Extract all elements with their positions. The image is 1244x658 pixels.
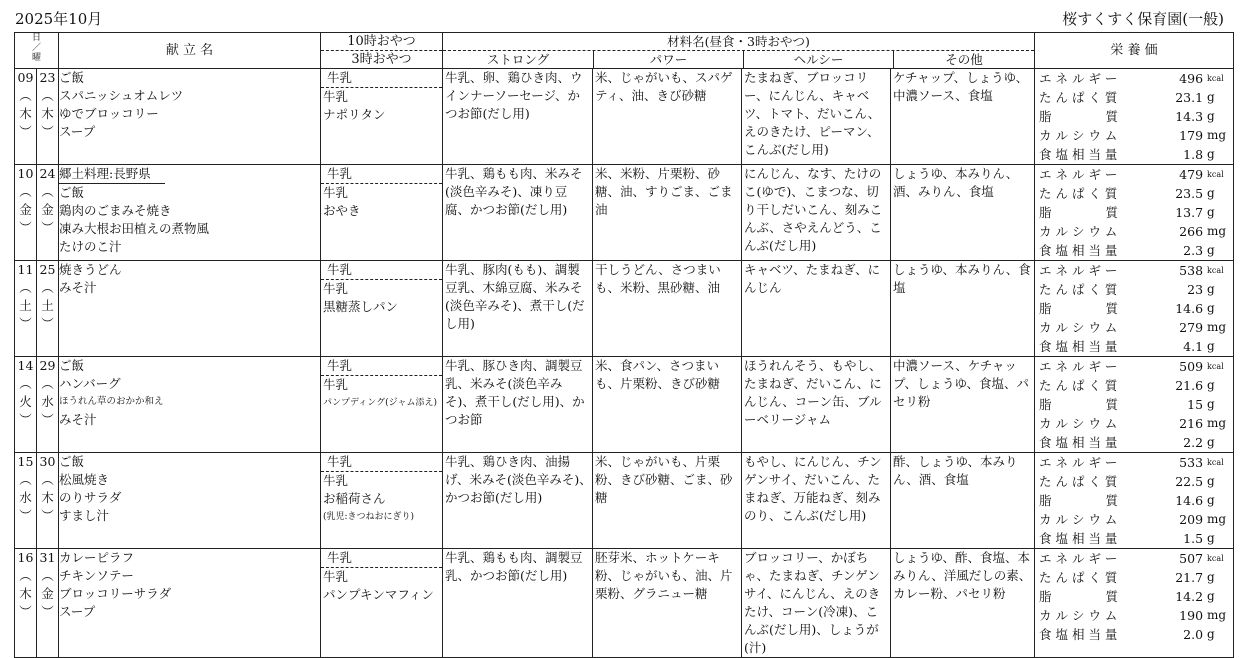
nutrition-row: 脂 質 14.2 g [1039, 589, 1215, 604]
dish-item: 松風焼き [59, 472, 110, 487]
dish-item: 鶏肉のごまみそ焼き [59, 203, 172, 218]
dish-cell [59, 165, 321, 261]
dish-item: スープ [59, 124, 96, 139]
snack-pm-item: 牛乳 [323, 89, 349, 104]
nutrition-row: エ ネ ル ギ ー 538 kcal [1039, 263, 1224, 278]
nutrition-row: た ん ぱ く 質 21.7 g [1039, 570, 1215, 585]
snack-am: 牛乳 [321, 165, 442, 184]
snack-am: 牛乳 [321, 357, 442, 376]
ingredients-healthy: もやし、にんじん、チンゲンサイ、だいこん、たまねぎ、万能ねぎ、刻みのり、こんぶ(だし用) [742, 453, 891, 549]
month-label: 2025年10月 [15, 10, 103, 28]
dish-item: ご飯 [59, 185, 85, 200]
nutrition-row: エ ネ ル ギ ー 479 kcal [1039, 167, 1224, 182]
snack-pm-item: おやき [323, 203, 361, 218]
snack-header: 10時おやつ 3時おやつ [321, 33, 443, 69]
ingredients-healthy: ほうれんそう、もやし、たまねぎ、だいこん、にんじん、コーン缶、ブルーベリージャム [742, 357, 891, 453]
day-cell-b: 23 ︵ 木 ︶ [37, 69, 59, 165]
table-row [15, 357, 1234, 453]
dish-item: ブロッコリーサラダ [59, 586, 172, 601]
snack-cell [321, 549, 443, 658]
day-cell-a: 10 ︵ 金 ︶ [15, 165, 37, 261]
snack-am: 牛乳 [321, 549, 442, 568]
dish-item: ご飯 [59, 454, 85, 469]
nutrition-row: た ん ぱ く 質 22.5 g [1039, 474, 1215, 489]
nutrition-row: 脂 質 13.7 g [1039, 205, 1215, 220]
ingredients-power: 米、米粉、片栗粉、砂糖、油、すりごま、ごま油 [593, 165, 742, 261]
nutrition-row: カ ル シ ウ ム 209 mg [1039, 512, 1227, 527]
nutrition-row: 脂 質 14.6 g [1039, 301, 1215, 316]
nutrition-cell [1035, 357, 1234, 453]
dish-item: ほうれん草のおかか和え [59, 396, 164, 407]
ingredients-other: 中濃ソース、ケチャップ、しょうゆ、食塩、パセリ粉 [891, 357, 1035, 453]
snack-am: 牛乳 [321, 69, 442, 88]
snack-cell [321, 69, 443, 165]
table-row [15, 69, 1234, 165]
snack-pm-item: 牛乳 [323, 281, 349, 296]
ingredients-healthy: たまねぎ、ブロッコリー、にんじん、キャベツ、トマト、だいこん、えのきたけ、ピーマン、こんぶ(だし用) [742, 69, 891, 165]
dish-cell [59, 453, 321, 549]
table-row [15, 261, 1234, 357]
snack-pm-item: 牛乳 [323, 569, 349, 584]
nutrition-row: 食 塩 相 当 量 2.3 g [1039, 243, 1215, 258]
nutrition-row: た ん ぱ く 質 23 g [1039, 282, 1215, 297]
ingredients-power: 干しうどん、さつまいも、米粉、黒砂糖、油 [593, 261, 742, 357]
nutrition-row: カ ル シ ウ ム 266 mg [1039, 224, 1227, 239]
day-cell-a: 11 ︵ 土 ︶ [15, 261, 37, 357]
ingredients-other: しょうゆ、本みりん、食塩 [891, 261, 1035, 357]
ingredients-strong: 牛乳、卵、鶏ひき肉、ウインナーソーセージ、かつお節(だし用) [443, 69, 593, 165]
strong-header: ストロング [443, 51, 594, 68]
nutrition-row: 食 塩 相 当 量 2.2 g [1039, 435, 1215, 450]
day-cell-b: 29 ︵ 水 ︶ [37, 357, 59, 453]
materials-header: 材料名(昼食・3時おやつ) ストロング パワー ヘルシー その他 [443, 33, 1035, 69]
snack-pm-item: 黒糖蒸しパン [323, 299, 399, 314]
ingredients-power: 米、じゃがいも、スパゲティ、油、きび砂糖 [593, 69, 742, 165]
nutrition-row: エ ネ ル ギ ー 496 kcal [1039, 71, 1224, 86]
ingredients-power: 胚芽米、ホットケーキ粉、じゃがいも、油、片栗粉、グラニュー糖 [593, 549, 742, 658]
snack-cell [321, 261, 443, 357]
snack-pm-item: パンプディング(ジャム添え) [323, 398, 437, 408]
nutrition-cell [1035, 165, 1234, 261]
ingredients-power: 米、じゃがいも、片栗粉、きび砂糖、ごま、砂糖 [593, 453, 742, 549]
ingredients-healthy: にんじん、なす、たけのこ(ゆで)、こまつな、切り干しだいこん、刻みこんぶ、さやえんどう、こんぶ(だし用) [742, 165, 891, 261]
dish-item: 焼きうどん [59, 262, 122, 277]
dish-item: チキンソテー [59, 568, 134, 583]
nutrition-row: カ ル シ ウ ム 279 mg [1039, 320, 1227, 335]
ingredients-strong: 牛乳、豚ひき肉、調製豆乳、米みそ(淡色辛みそ)、煮干し(だし用)、かつお節 [443, 357, 593, 453]
day-cell-a: 14 ︵ 火 ︶ [15, 357, 37, 453]
table-row [15, 549, 1234, 658]
dish-item: ご飯 [59, 358, 85, 373]
day-cell-b: 30 ︵ 木 ︶ [37, 453, 59, 549]
nutrition-row: エ ネ ル ギ ー 507 kcal [1039, 551, 1224, 566]
nutrition-header: 栄 養 価 [1035, 33, 1234, 69]
dish-item: すまし汁 [59, 508, 110, 523]
snack-pm-item: お稲荷さん [323, 491, 386, 506]
snack-pm-item: 牛乳 [323, 377, 349, 392]
table-row [15, 453, 1234, 549]
nutrition-row: エ ネ ル ギ ー 509 kcal [1039, 359, 1224, 374]
ingredients-strong: 牛乳、鶏ひき肉、油揚げ、米みそ(淡色辛みそ)、かつお節(だし用) [443, 453, 593, 549]
dish-item: スパニッシュオムレツ [59, 88, 184, 103]
day-cell-a: 16 ︵ 木 ︶ [15, 549, 37, 658]
ingredients-other: ケチャップ、しょうゆ、中濃ソース、食塩 [891, 69, 1035, 165]
day-cell-b: 31 ︵ 金 ︶ [37, 549, 59, 658]
nutrition-row: 食 塩 相 当 量 1.5 g [1039, 531, 1215, 546]
snack-cell [321, 165, 443, 261]
ingredients-other: しょうゆ、酢、食塩、本みりん、洋風だしの素、カレー粉、パセリ粉 [891, 549, 1035, 658]
day-cell-a: 09 ︵ 木 ︶ [15, 69, 37, 165]
nutrition-row: た ん ぱ く 質 23.1 g [1039, 90, 1215, 105]
nutrition-row: た ん ぱ く 質 23.5 g [1039, 186, 1215, 201]
day-cell-b: 24 ︵ 金 ︶ [37, 165, 59, 261]
dish-cell [59, 261, 321, 357]
local-cuisine-label: 郷土料理:長野県 [59, 165, 165, 184]
dish-item: 凍み大根お田植えの煮物風 [59, 221, 210, 236]
nutrition-row: カ ル シ ウ ム 216 mg [1039, 416, 1227, 431]
dish-item: たけのこ汁 [59, 239, 122, 254]
day-cell-b: 25 ︵ 土 ︶ [37, 261, 59, 357]
menu-table [14, 32, 1234, 658]
ingredients-power: 米、食パン、さつまいも、片栗粉、きび砂糖 [593, 357, 742, 453]
dish-cell [59, 549, 321, 658]
dish-cell [59, 357, 321, 453]
power-header: パワー [594, 51, 744, 68]
nutrition-cell [1035, 261, 1234, 357]
dish-item: ゆでブロッコリー [59, 106, 159, 121]
snack-pm-item: 牛乳 [323, 473, 349, 488]
dish-cell [59, 69, 321, 165]
dish-item: カレーピラフ [59, 550, 135, 565]
dish-item: ご飯 [59, 70, 85, 85]
other-header: その他 [945, 52, 983, 67]
snack-cell [321, 357, 443, 453]
nutrition-row: た ん ぱ く 質 21.6 g [1039, 378, 1215, 393]
nutrition-row: 脂 質 14.3 g [1039, 109, 1215, 124]
nutrition-row: 食 塩 相 当 量 2.0 g [1039, 627, 1215, 642]
nutrition-row: 脂 質 14.6 g [1039, 493, 1215, 508]
healthy-header: ヘルシー [744, 51, 894, 68]
ingredients-healthy: ブロッコリー、かぼちゃ、たまねぎ、チンゲンサイ、にんじん、えのきたけ、コーン(冷凍)、こんぶ(だし用)、しょうが(汁) [742, 549, 891, 658]
nutrition-cell [1035, 69, 1234, 165]
nutrition-cell [1035, 549, 1234, 658]
table-row [15, 165, 1234, 261]
snack-pm-item: ナポリタン [323, 107, 386, 122]
day-header: 日 ／ 曜 [15, 33, 59, 69]
ingredients-strong: 牛乳、鶏もも肉、米みそ(淡色辛みそ)、凍り豆腐、かつお節(だし用) [443, 165, 593, 261]
snack-pm-item: パンプキンマフィン [323, 587, 434, 602]
nutrition-row: 食 塩 相 当 量 1.8 g [1039, 147, 1215, 162]
dish-item: ハンバーグ [59, 376, 121, 391]
day-cell-a: 15 ︵ 水 ︶ [15, 453, 37, 549]
ingredients-strong: 牛乳、鶏もも肉、調製豆乳、かつお節(だし用) [443, 549, 593, 658]
snack-pm-item: 牛乳 [323, 185, 349, 200]
nutrition-row: エ ネ ル ギ ー 533 kcal [1039, 455, 1224, 470]
snack-am: 牛乳 [321, 261, 442, 280]
dish-item: のりサラダ [59, 490, 122, 505]
dish-item: みそ汁 [59, 280, 97, 295]
facility-name: 桜すくすく保育園(一般) [1062, 10, 1224, 28]
dish-item: スープ [59, 604, 96, 619]
nutrition-row: 脂 質 15 g [1039, 397, 1215, 412]
ingredients-other: しょうゆ、本みりん、酒、みりん、食塩 [891, 165, 1035, 261]
nutrition-cell [1035, 453, 1234, 549]
snack-pm-item: (乳児:きつねおにぎり) [323, 512, 415, 522]
dish-header: 献 立 名 [59, 33, 321, 69]
nutrition-row: 食 塩 相 当 量 4.1 g [1039, 339, 1215, 354]
snack-cell [321, 453, 443, 549]
ingredients-other: 酢、しょうゆ、本みりん、酒、食塩 [891, 453, 1035, 549]
dish-item: みそ汁 [59, 412, 97, 427]
ingredients-strong: 牛乳、豚肉(もも)、調製豆乳、木綿豆腐、米みそ(淡色辛みそ)、煮干し(だし用) [443, 261, 593, 357]
nutrition-row: カ ル シ ウ ム 190 mg [1039, 608, 1227, 623]
snack-am: 牛乳 [321, 453, 442, 472]
ingredients-healthy: キャベツ、たまねぎ、にんじん [742, 261, 891, 357]
nutrition-row: カ ル シ ウ ム 179 mg [1039, 128, 1227, 143]
